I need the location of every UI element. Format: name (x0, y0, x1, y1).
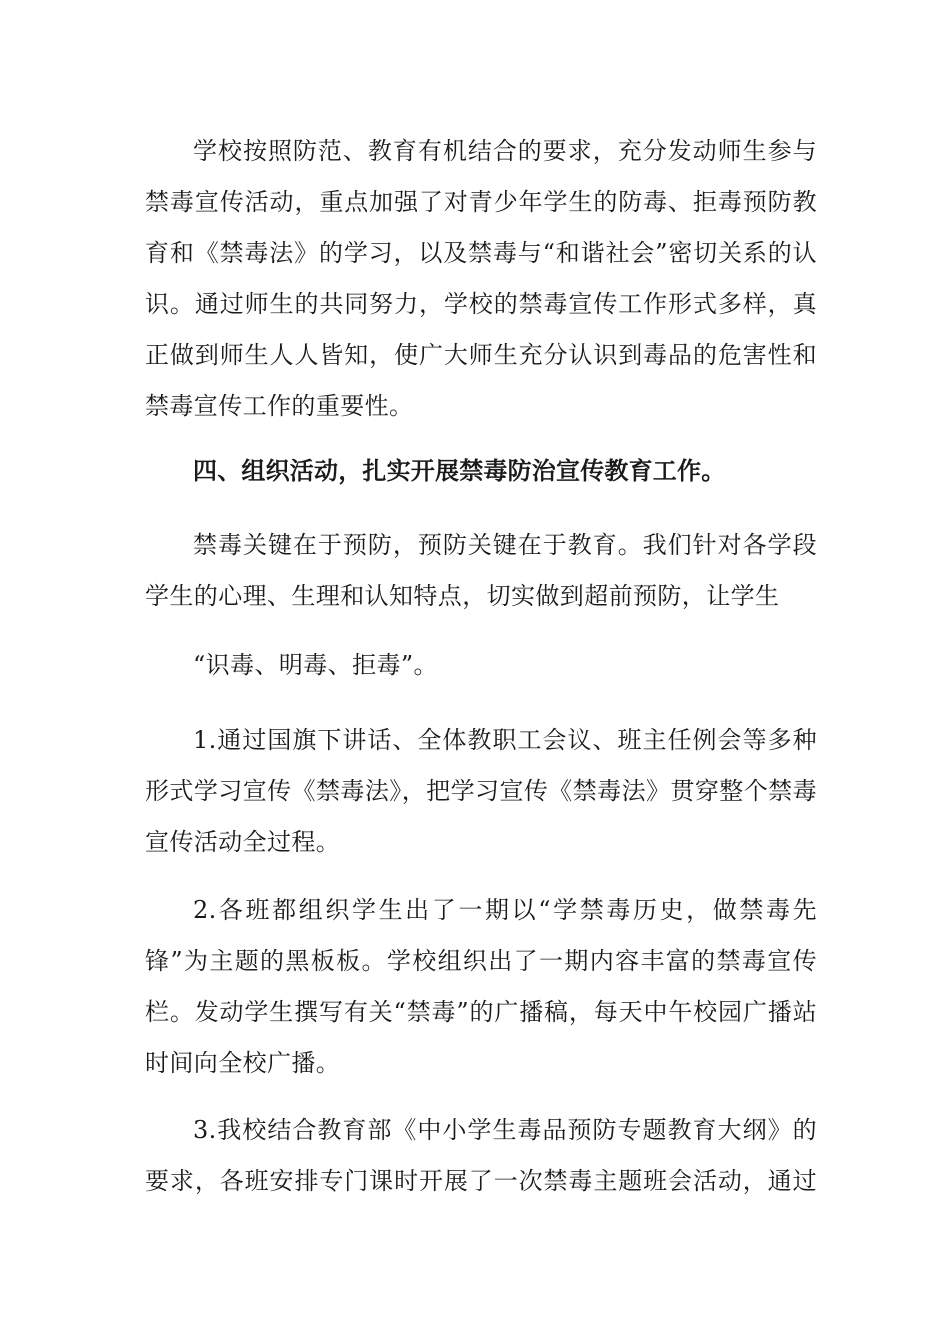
paragraph-prevention-education-continued: “识毒、明毒、拒毒”。 (193, 651, 438, 679)
list-item-3: 3.我校结合教育部《中小学生毒品预防专题教育大纲》的要求，各班安排专门课时开展了一次禁毒主题班会活动，通过 (145, 1116, 817, 1195)
list-item-1: 1.通过国旗下讲话、全体教职工会议、班主任例会等多种形式学习宣传《禁毒法》，把学习宣传《禁毒法》贯穿整个禁毒宣传活动全过程。 (145, 726, 817, 856)
list-item-2: 2.各班都组织学生出了一期以“学禁毒历史，做禁毒先锋”为主题的黑板板。学校组织出了一期内容丰富的禁毒宣传栏。发动学生撰写有关“禁毒”的广播稿，每天中午校园广播站时间向全校广播。 (145, 896, 817, 1077)
paragraph-prevention-education: 禁毒关键在于预防，预防关键在于教育。我们针对各学段学生的心理、生理和认知特点，切实做到超前预防，让学生 (145, 531, 817, 610)
section-heading-four: 四、组织活动，扎实开展禁毒防治宣传教育工作。 (193, 457, 726, 485)
paragraph-publicity-awareness: 学校按照防范、教育有机结合的要求，充分发动师生参与禁毒宣传活动，重点加强了对青少年学生的防毒、拒毒预防教育和《禁毒法》的学习，以及禁毒与“和谐社会”密切关系的认识。通过师生的共同努力，学校的禁毒宣传工作形式多样，真正做到师生人人皆知，使广大师生充分认识到毒品的危害性和禁毒宣传工作的重要性。 (145, 137, 817, 420)
